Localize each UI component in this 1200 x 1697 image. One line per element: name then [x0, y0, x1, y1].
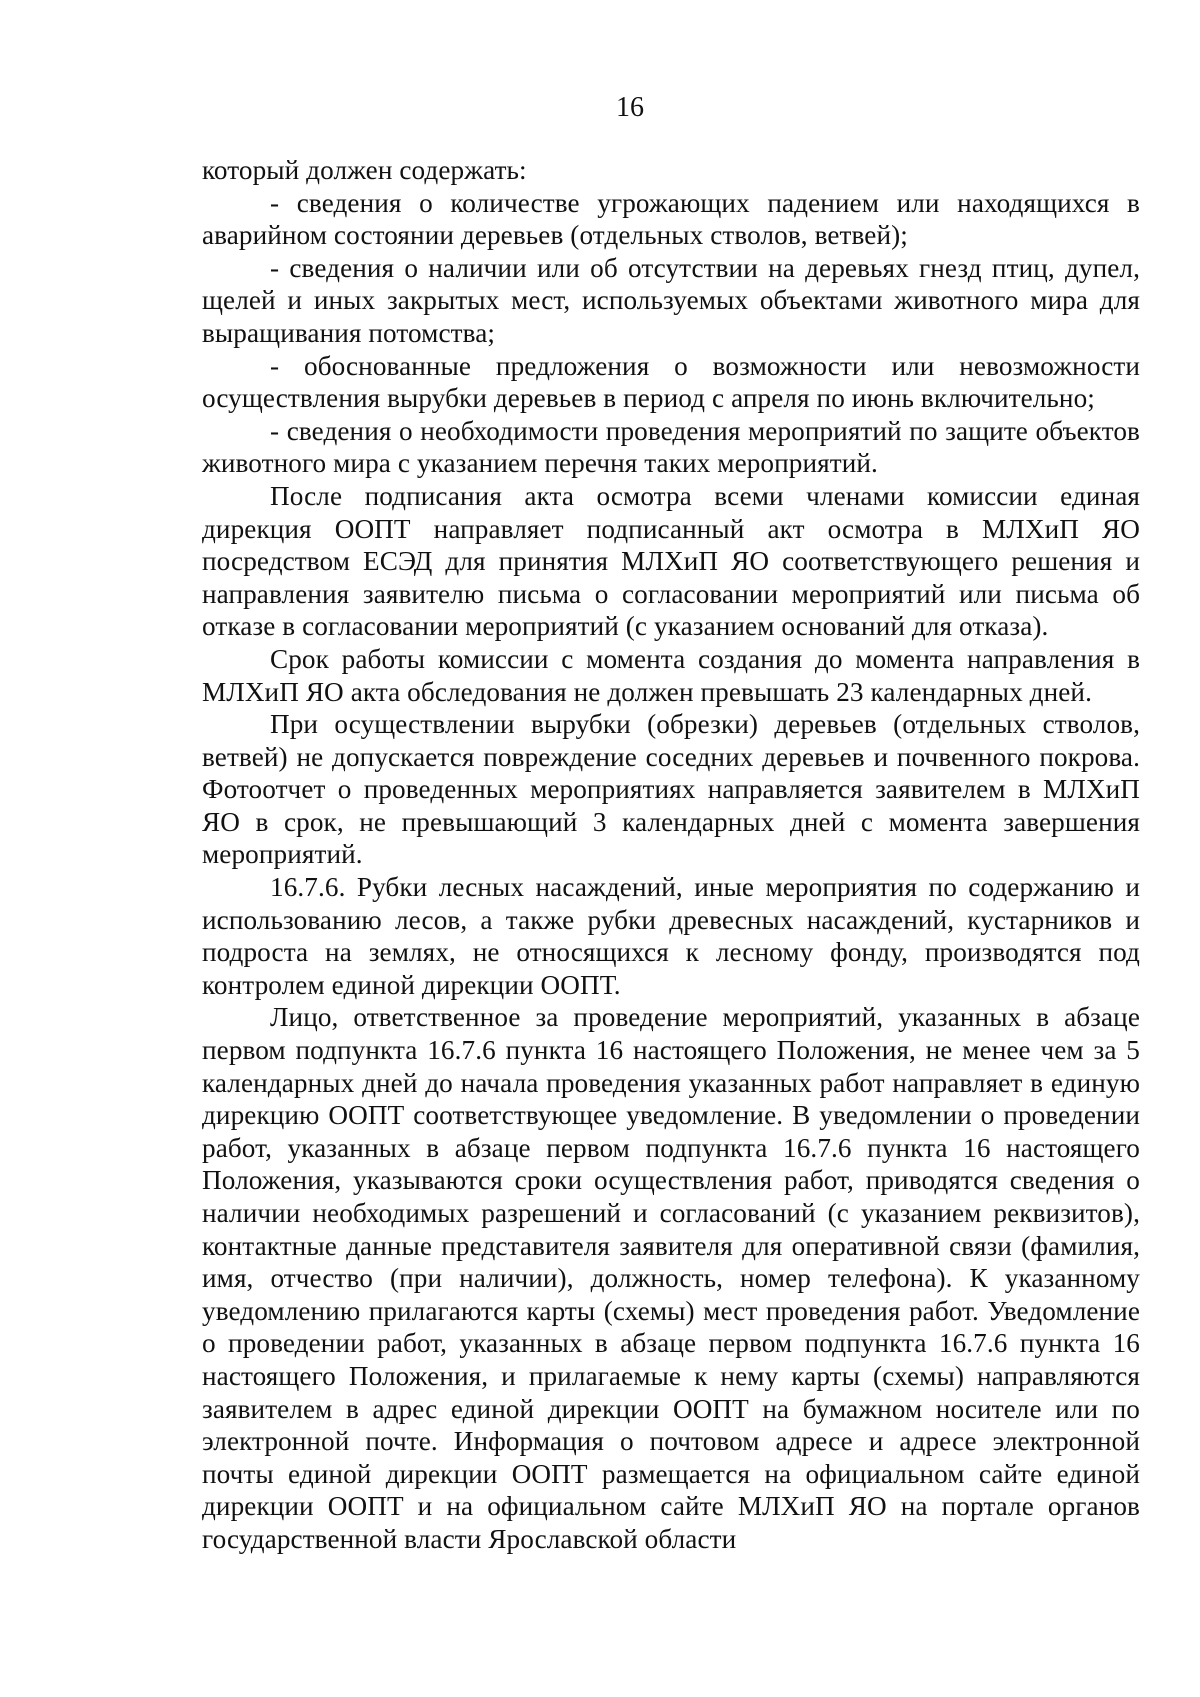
- paragraph-section-16-7-6: 16.7.6. Рубки лесных насаждений, иные мероприятия по содержанию и использованию лесов, а также рубки древесных насаждений, кустарников и подроста на землях, не относящихся к лесному фонду, производятся под контролем единой дирекции ООПТ.: [202, 872, 1140, 1000]
- paragraph-notification: Лицо, ответственное за проведение мероприятий, указанных в абзаце первом подпункта 16.7.6 пункта 16 настоящего Положения, не менее чем за 5 календарных дней до начала проведения указанных работ направляет в единую дирекцию ООПТ соответствующее уведомление. В уведомлении о проведении работ, указанных в абзаце первом подпункта 16.7.6 пункта 16 настоящего Положения, указываются сроки осуществления работ, приводятся сведения о наличии необходимых разрешений и согласований (с указанием реквизитов), контактные данные представителя заявителя для оперативной связи (фамилия, имя, отчество (при наличии), должность, номер телефона). К указанному уведомлению прилагаются карты (схемы) мест проведения работ. Уведомление о проведении работ, указанных в абзаце первом подпункта 16.7.6 пункта 16 настоящего Положения, и прилагаемые к нему карты (схемы) направляются заявителем в адрес единой дирекции ООПТ на бумажном носителе или по электронной почте. Информация о почтовом адресе и адресе электронной почты единой дирекции ООПТ размещается на официальном сайте единой дирекции ООПТ и на официальном сайте МЛХиП ЯО на портале органов государственной власти Ярославской области: [202, 1002, 1140, 1554]
- list-item-felling-proposals: - обоснованные предложения о возможности или невозможности осуществления вырубки деревьев в период с апреля по июнь включительно;: [202, 350, 1140, 414]
- page-number: 16: [616, 92, 644, 123]
- list-item-wildlife-protection: - сведения о необходимости проведения мероприятий по защите объектов животного мира с указанием перечня таких мероприятий.: [202, 415, 1140, 479]
- document-body: [202, 154, 1140, 1556]
- paragraph-commission-term: Срок работы комиссии с момента создания до момента направления в МЛХиП ЯО акта обследования не должен превышать 23 календарных дней.: [202, 643, 1140, 707]
- list-item-fallen-trees: - сведения о количестве угрожающих падением или находящихся в аварийном состоянии деревьев (отдельных стволов, ветвей);: [202, 187, 1140, 251]
- paragraph-intro: который должен содержать:: [202, 155, 527, 185]
- paragraph-felling-rules: При осуществлении вырубки (обрезки) деревьев (отдельных стволов, ветвей) не допускается повреждение соседних деревьев и почвенного покрова. Фотоотчет о проведенных мероприятиях направляется заявителем в МЛХиП ЯО в срок, не превышающий 3 календарных дней с момента завершения мероприятий.: [202, 709, 1140, 870]
- paragraph-act-signing: После подписания акта осмотра всеми членами комиссии единая дирекция ООПТ направляет подписанный акт осмотра в МЛХиП ЯО посредством ЕСЭД для принятия МЛХиП ЯО соответствующего решения и направления заявителю письма о согласовании мероприятий или письма об отказе в согласовании мероприятий (с указанием оснований для отказа).: [202, 480, 1140, 642]
- list-item-bird-nests: - сведения о наличии или об отсутствии на деревьях гнезд птиц, дупел, щелей и иных закрытых мест, используемых объектами животного мира для выращивания потомства;: [202, 252, 1140, 348]
